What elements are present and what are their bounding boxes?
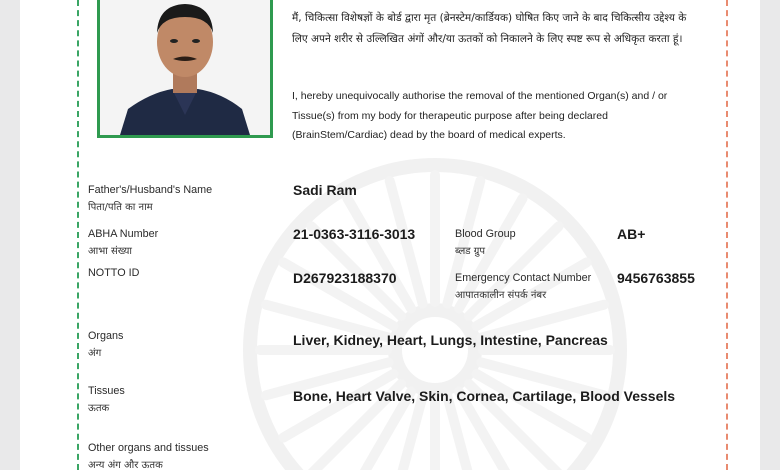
left-green-dashed-border (77, 0, 79, 470)
pledge-card (20, 0, 760, 470)
declaration-hindi: मैं, चिकित्सा विशेषज्ञों के बोर्ड द्वारा मृत (ब्रेनस्टेम/कार्डियक) घोषित किए जाने के बाद चिकित्सीय उद्देश्य के लिए अपने शरीर से उल्लिखित अंगों और/या ऊतकों को निकालने के लिए स्पष्ट रूप से अधिकृत करता हूं। (292, 12, 687, 45)
tissues-label: Tissues ऊतक (88, 385, 125, 414)
organs-value: Liver, Kidney, Heart, Lungs, Intestine, Pancreas (293, 332, 608, 348)
organs-label: Organs अंग (88, 330, 124, 359)
father-husband-label: Father's/Husband's Name पिता/पति का नाम (88, 184, 213, 213)
notto-id-label: NOTTO ID (88, 267, 140, 279)
tissues-value: Bone, Heart Valve, Skin, Cornea, Cartilage, Blood Vessels (293, 388, 676, 404)
abha-value: 21-0363-3116-3013 (293, 226, 416, 242)
other-organs-label: Other organs and tissues अन्य अंग और ऊतक (88, 442, 209, 470)
notto-id-value: D267923188370 (293, 270, 397, 286)
blood-group-value: AB+ (617, 226, 646, 242)
right-orange-dashed-border (726, 0, 728, 470)
declaration-english: I, hereby unequivocally authorise the removal of the mentioned Organ(s) and / or Tissue(s) from my body for therapeutic purpose after being declared (BrainStem/Cardiac) dead by the board of medical experts. (292, 90, 668, 141)
emergency-contact-label: Emergency Contact Number आपातकालीन संपर्क नंबर (455, 272, 592, 301)
abha-label: ABHA Number आभा संख्या (88, 228, 159, 257)
blood-group-label: Blood Group ब्लड ग्रुप (455, 228, 516, 257)
emergency-contact-value: 9456763855 (617, 270, 695, 286)
donor-photo (97, 0, 273, 138)
father-husband-value: Sadi Ram (293, 182, 357, 198)
ashoka-chakra-watermark-icon (235, 150, 635, 470)
